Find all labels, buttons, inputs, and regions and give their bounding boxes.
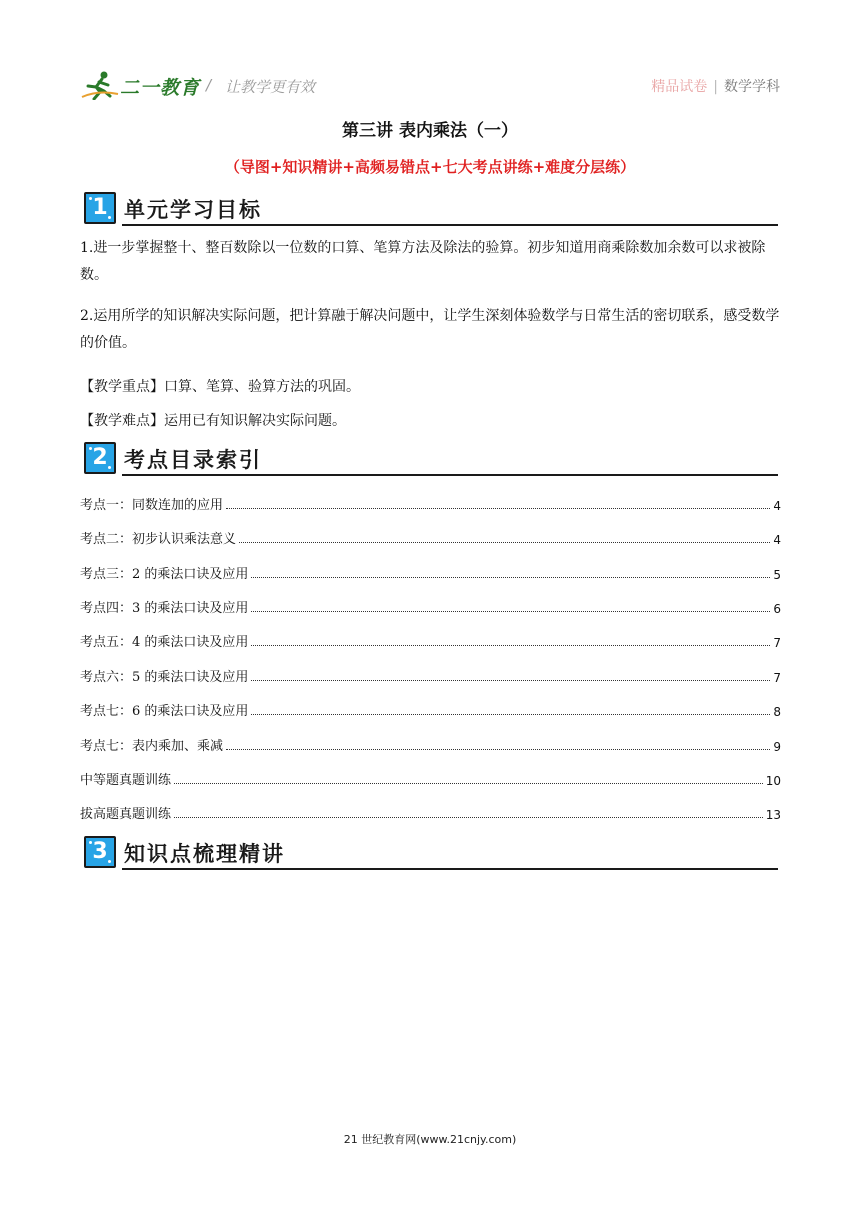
- toc-label: 考点四：3 的乘法口诀及应用: [80, 601, 249, 616]
- section-title: 考点目录索引: [124, 448, 262, 472]
- header-tags: [651, 76, 780, 96]
- toc-page: 7: [773, 636, 781, 650]
- logo-slogan: 让教学更有效: [225, 78, 316, 96]
- quality-tag: 精品试卷: [651, 79, 708, 95]
- toc-label: 考点五：4 的乘法口诀及应用: [80, 635, 249, 650]
- toc-page: 6: [773, 602, 781, 616]
- toc-leader: [226, 508, 770, 509]
- toc-entry[interactable]: [80, 697, 781, 719]
- toc-entry[interactable]: [80, 594, 781, 616]
- toc-entry[interactable]: [80, 560, 781, 582]
- toc-label: 考点六：5 的乘法口诀及应用: [80, 670, 249, 685]
- toc-page: 7: [773, 671, 781, 685]
- section-rule: [122, 868, 778, 870]
- section-header-objectives: [80, 192, 778, 228]
- toc-label: 考点七：表内乘加、乘减: [80, 739, 224, 754]
- toc-page: 9: [773, 740, 781, 754]
- section-rule: [122, 224, 778, 226]
- runner-logo-icon: [80, 70, 120, 100]
- toc-label: 考点一：同数连加的应用: [80, 498, 224, 513]
- toc-page: 13: [765, 808, 781, 822]
- difficult-point: 【教学难点】运用已有知识解决实际问题。: [80, 413, 346, 429]
- objective-paragraph-1: 1.进一步掌握整十、整百数除以一位数的口算、笔算方法及除法的验算。初步知道用商乘除数加余数可以求被除数。: [80, 240, 766, 283]
- toc-page: 10: [765, 774, 781, 788]
- logo-slash: /: [206, 76, 212, 94]
- toc-page: 4: [773, 499, 781, 513]
- logo-text: 二一教育: [120, 77, 201, 99]
- section-number-badge: 1: [84, 192, 116, 224]
- toc-leader: [174, 817, 763, 818]
- toc-entry[interactable]: [80, 491, 781, 513]
- section-number-badge: 2: [84, 442, 116, 474]
- toc-leader: [174, 783, 763, 784]
- section-title: 知识点梳理精讲: [124, 842, 285, 866]
- toc-entry[interactable]: [80, 800, 781, 822]
- objective-paragraph-2: 2.运用所学的知识解决实际问题，把计算融于解决问题中，让学生深刻体验数学与日常生活的密切联系，感受数学的价值。: [80, 308, 780, 351]
- section-rule: [122, 474, 778, 476]
- subject-tag: 数学学科: [724, 79, 780, 95]
- toc-label: 拔高题真题训练: [80, 807, 172, 822]
- page-title: 第三讲 表内乘法（一）: [342, 121, 518, 141]
- toc-leader: [251, 680, 770, 681]
- page-header: [80, 68, 780, 104]
- toc-label: 中等题真题训练: [80, 773, 172, 788]
- key-point: 【教学重点】口算、笔算、验算方法的巩固。: [80, 379, 360, 395]
- toc-leader: [226, 749, 770, 750]
- page-footer: 21 世纪教育网(www.21cnjy.com): [343, 1133, 517, 1146]
- toc-page: 4: [773, 533, 781, 547]
- page-subtitle: （导图+知识精讲+高频易错点+七大考点讲练+难度分层练）: [224, 158, 636, 176]
- toc-entry[interactable]: [80, 732, 781, 754]
- section-title: 单元学习目标: [124, 198, 262, 222]
- toc-entry[interactable]: [80, 663, 781, 685]
- toc-leader: [251, 611, 770, 612]
- section-header-toc: [80, 442, 778, 478]
- tag-separator: |: [713, 79, 718, 95]
- section-number-badge: 3: [84, 836, 116, 868]
- toc-entry[interactable]: [80, 628, 781, 650]
- toc-label: 考点七：6 的乘法口诀及应用: [80, 704, 249, 719]
- section-header-knowledge: [80, 836, 778, 872]
- toc-leader: [251, 577, 770, 578]
- toc-page: 8: [773, 705, 781, 719]
- toc-leader: [251, 714, 770, 715]
- toc-entry[interactable]: [80, 525, 781, 547]
- toc-leader: [251, 645, 770, 646]
- toc-page: 5: [773, 568, 781, 582]
- toc-leader: [239, 542, 770, 543]
- toc-label: 考点三：2 的乘法口诀及应用: [80, 567, 249, 582]
- toc-label: 考点二：初步认识乘法意义: [80, 532, 237, 547]
- toc-entry[interactable]: [80, 766, 781, 788]
